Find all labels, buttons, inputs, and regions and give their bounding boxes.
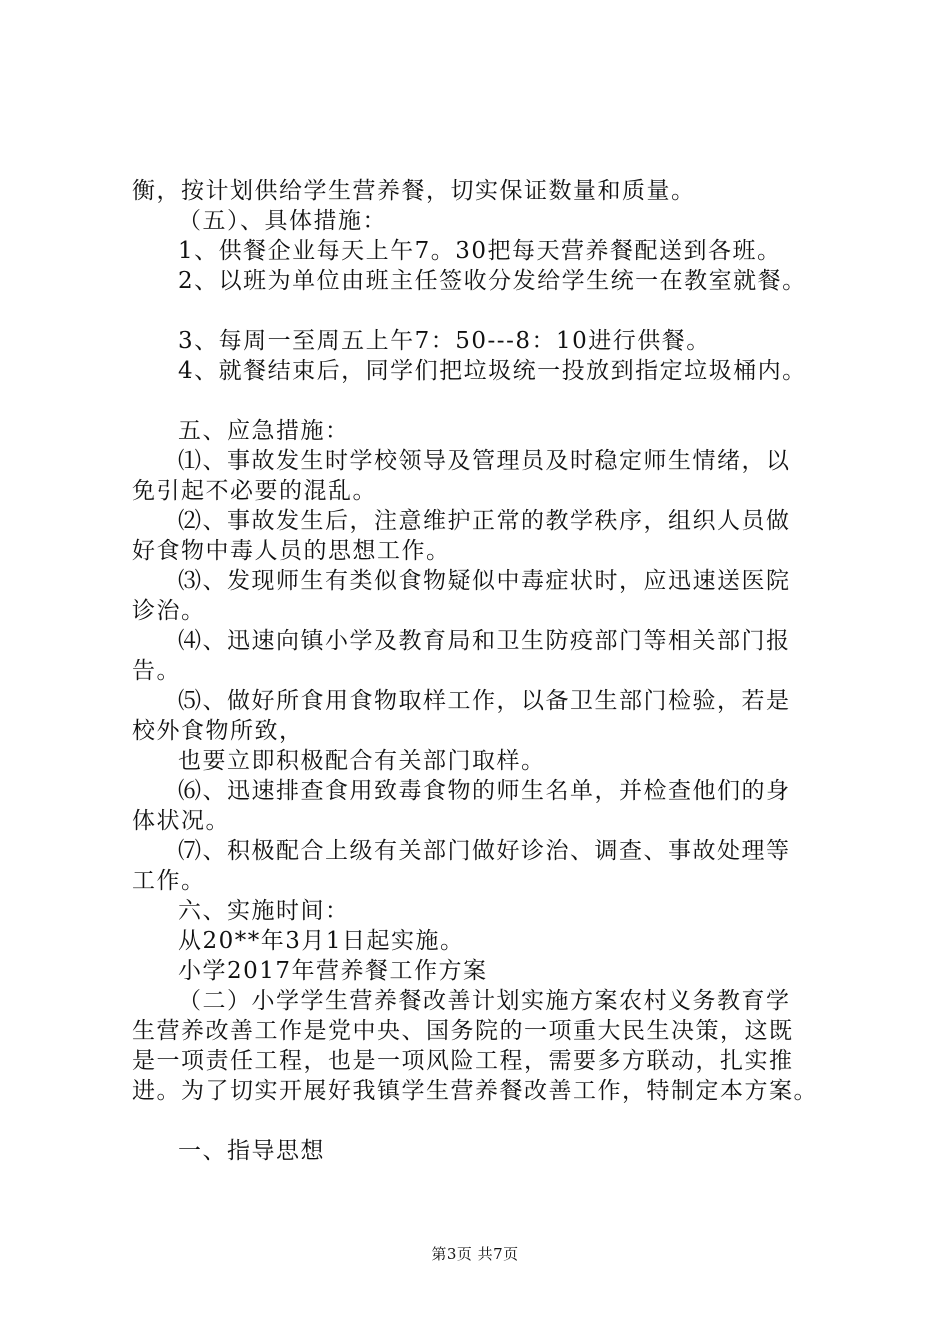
list-item: ⑶、发现师生有类似食物疑似中毒症状时，应迅速送医院 bbox=[178, 568, 791, 594]
text-line: 是一项责任工程，也是一项风险工程，需要多方联动，扎实推 bbox=[132, 1048, 794, 1074]
text-line: （二）小学学生营养餐改善计划实施方案农村义务教育学 bbox=[178, 988, 791, 1014]
list-item: 3、每周一至周五上午7：50---8：10进行供餐。 bbox=[178, 328, 711, 354]
list-item: ⑷、迅速向镇小学及教育局和卫生防疫部门等相关部门报 bbox=[178, 628, 791, 654]
list-item: 2、以班为单位由班主任签收分发给学生统一在教室就餐。 bbox=[178, 268, 807, 294]
list-item: ⑴、事故发生时学校领导及管理员及时稳定师生情绪，以 bbox=[178, 448, 791, 474]
text-line: 校外食物所致， bbox=[132, 718, 304, 744]
document-title: 小学2017年营养餐工作方案 bbox=[178, 958, 488, 984]
text-line: 告。 bbox=[132, 658, 181, 684]
text-line: 体状况。 bbox=[132, 808, 230, 834]
section-heading: 六、实施时间： bbox=[178, 898, 350, 924]
section-heading: 一、指导思想 bbox=[178, 1138, 325, 1164]
text-line: 进。为了切实开展好我镇学生营养餐改善工作，特制定本方案。 bbox=[132, 1078, 818, 1104]
text-line: 好食物中毒人员的思想工作。 bbox=[132, 538, 451, 564]
text-line: 工作。 bbox=[132, 868, 206, 894]
text-line: 诊治。 bbox=[132, 598, 206, 624]
text-line: 生营养改善工作是党中央、国务院的一项重大民生决策，这既 bbox=[132, 1018, 794, 1044]
text-line: 从20**年3月1日起实施。 bbox=[178, 928, 465, 954]
list-item: ⑸、做好所食用食物取样工作，以备卫生部门检验，若是 bbox=[178, 688, 791, 714]
section-heading: （五）、具体措施： bbox=[178, 208, 387, 234]
list-item: 4、就餐结束后，同学们把垃圾统一投放到指定垃圾桶内。 bbox=[178, 358, 807, 384]
text-line: 免引起不必要的混乱。 bbox=[132, 478, 377, 504]
page-number: 第3页 共7页 bbox=[431, 1245, 519, 1263]
list-item: ⑵、事故发生后，注意维护正常的教学秩序，组织人员做 bbox=[178, 508, 791, 534]
list-item: ⑹、迅速排查食用致毒食物的师生名单，并检查他们的身 bbox=[178, 778, 791, 804]
text-line: 也要立即积极配合有关部门取样。 bbox=[178, 748, 546, 774]
list-item: ⑺、积极配合上级有关部门做好诊治、调查、事故处理等 bbox=[178, 838, 791, 864]
text-line: 衡，按计划供给学生营养餐，切实保证数量和质量。 bbox=[132, 178, 696, 204]
section-heading: 五、应急措施： bbox=[178, 418, 350, 444]
list-item: 1、供餐企业每天上午7。30把每天营养餐配送到各班。 bbox=[178, 238, 782, 264]
